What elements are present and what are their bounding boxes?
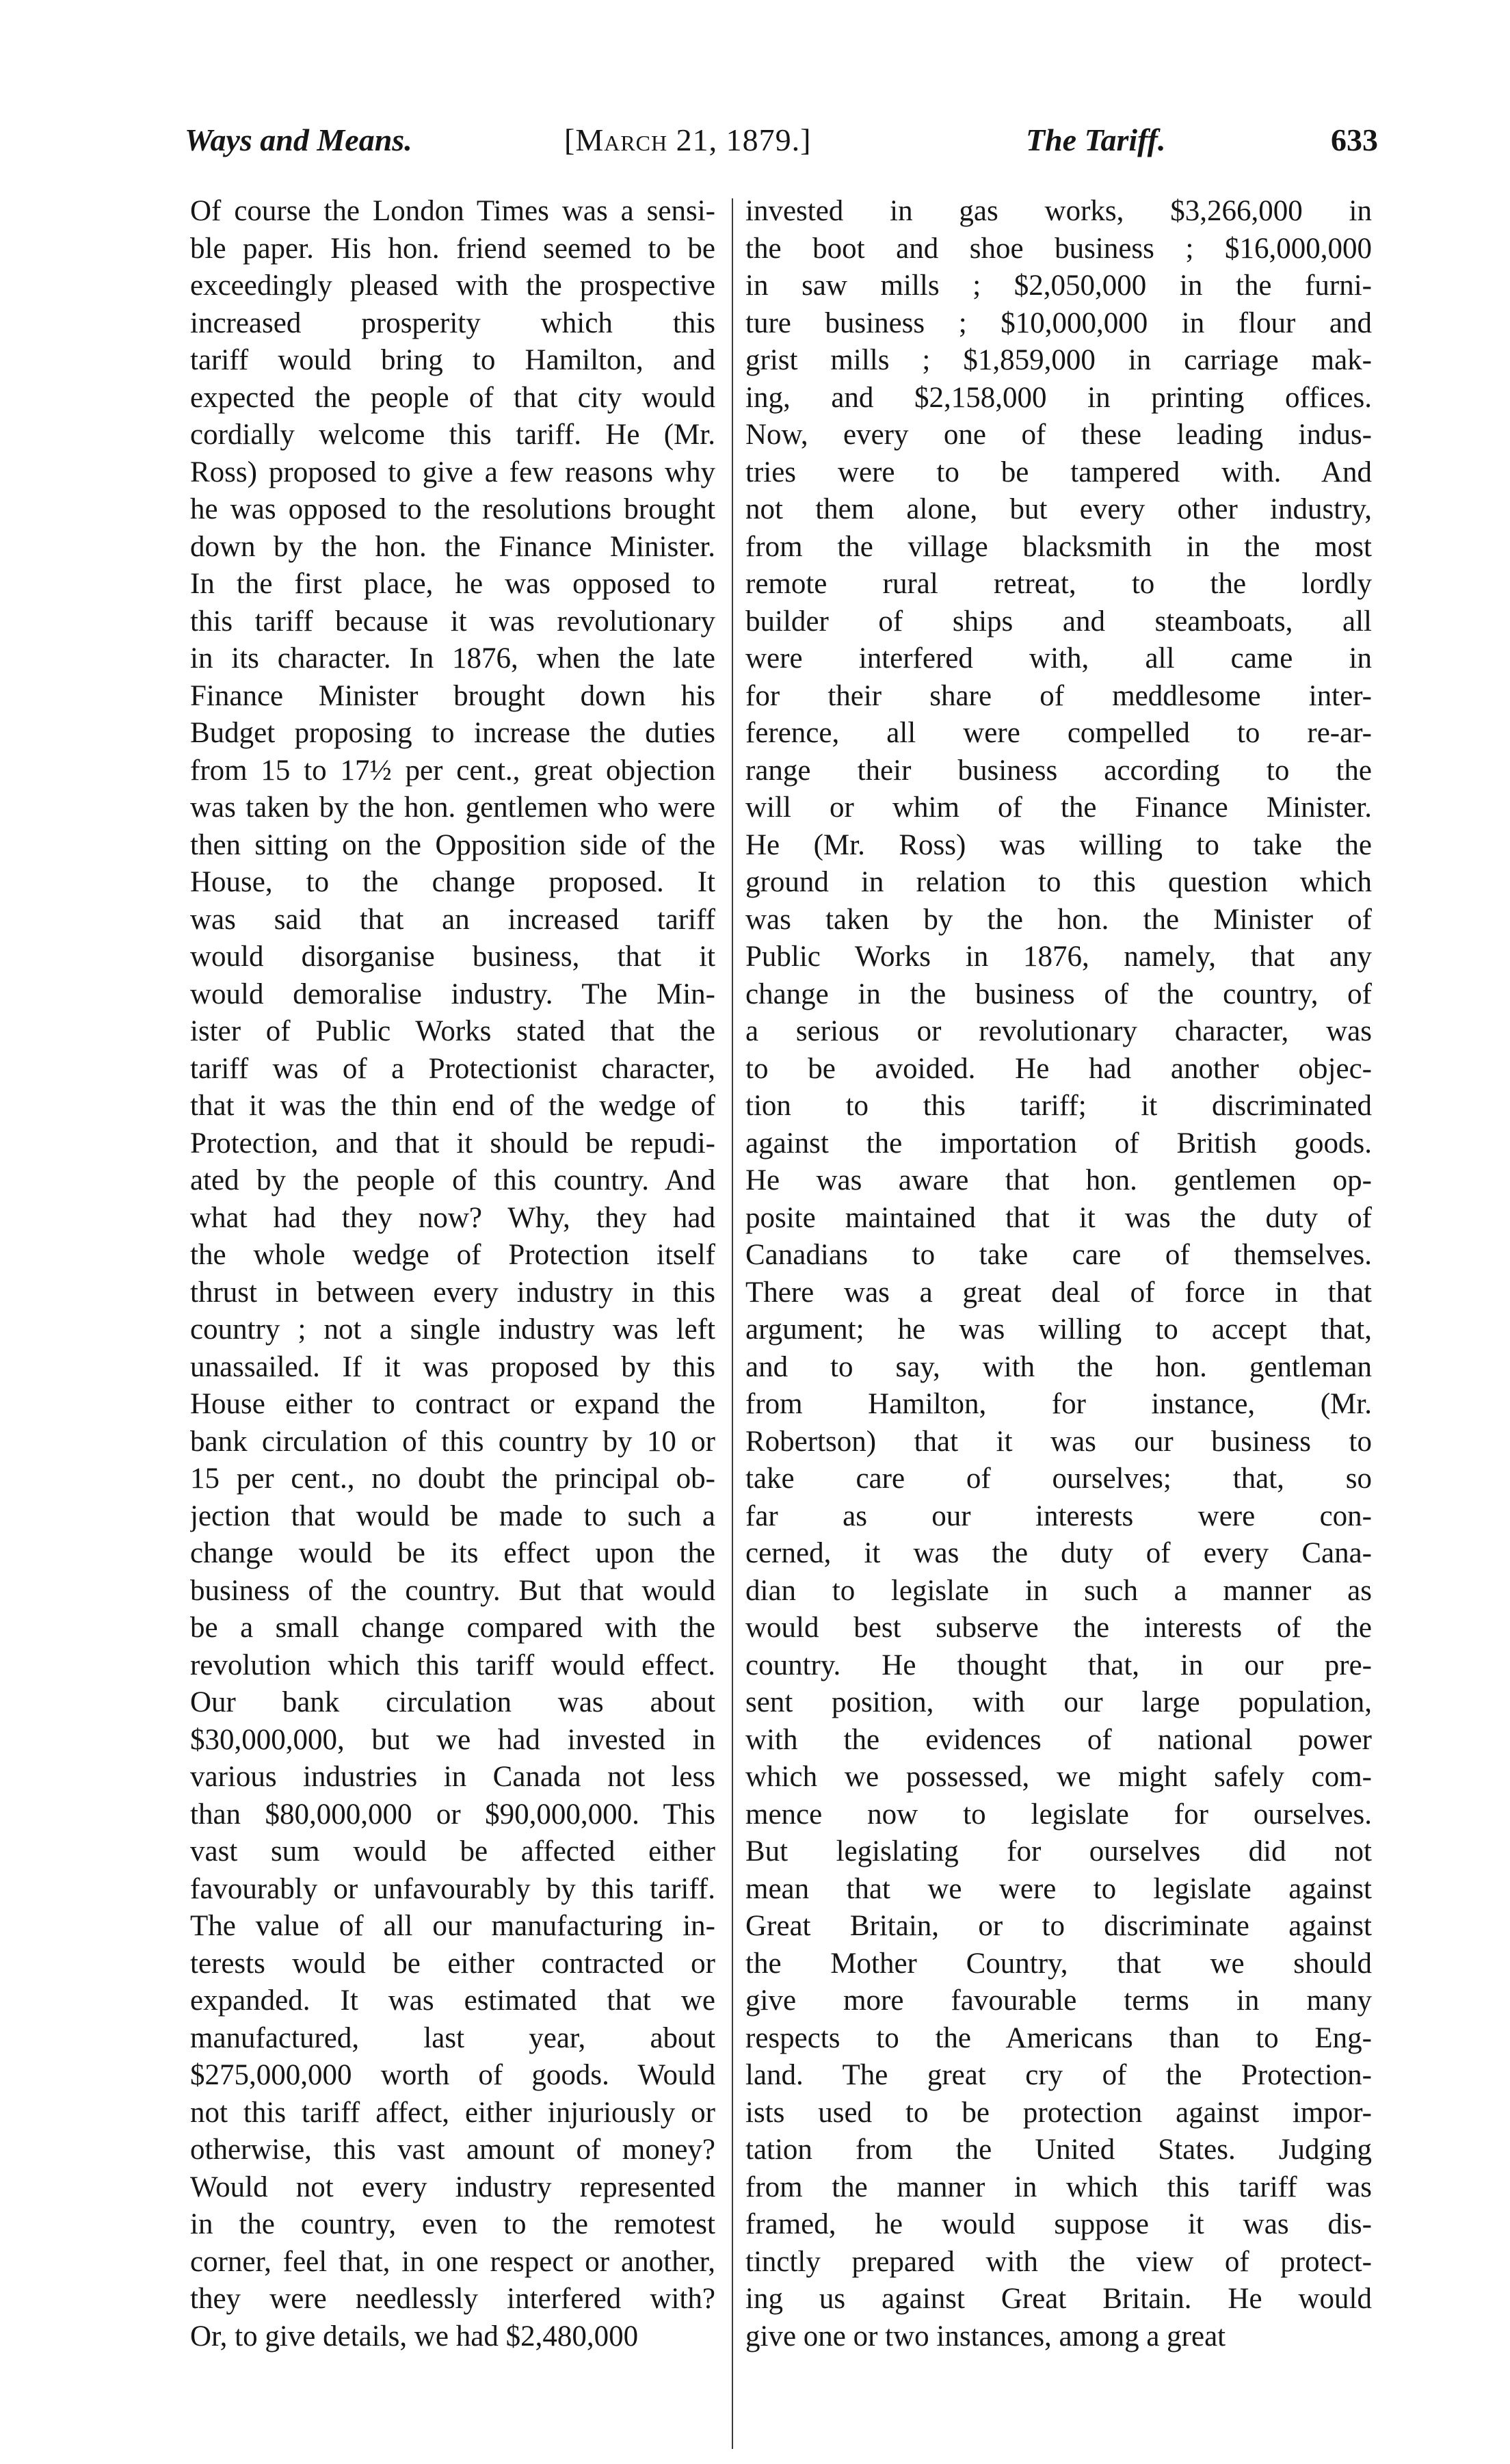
text-line: terests would be either contracted or xyxy=(190,1947,715,1980)
text-line: what had they now? Why, they had xyxy=(190,1201,715,1234)
text-line: Now, every one of these leading indus- xyxy=(745,419,1372,451)
text-line: Protection, and that it should be repudi- xyxy=(190,1127,715,1159)
text-line: ated by the people of this country. And xyxy=(190,1164,715,1196)
text-line: the boot and shoe business ; $16,000,000 xyxy=(745,232,1372,265)
text-line: in saw mills ; $2,050,000 in the furni- xyxy=(745,270,1372,302)
text-line: this tariff because it was revolutionary xyxy=(190,605,715,638)
text-line: was taken by the hon. the Minister of xyxy=(745,903,1372,936)
text-line: range their business according to the xyxy=(745,754,1372,787)
text-line: Canadians to take care of themselves. xyxy=(745,1239,1372,1271)
text-line: Would not every industry represented xyxy=(190,2171,715,2203)
text-line: the Mother Country, that we should xyxy=(745,1947,1372,1980)
text-line: Or, to give details, we had $2,480,000 xyxy=(190,2320,639,2352)
section-title: Ways and Means. xyxy=(185,122,412,157)
text-line: expanded. It was estimated that we xyxy=(190,1984,715,2017)
text-line: then sitting on the Opposition side of the xyxy=(190,828,715,861)
text-line: from Hamilton, for instance, (Mr. xyxy=(745,1388,1372,1420)
text-line: far as our interests were con- xyxy=(745,1499,1372,1532)
text-line: jection that would be made to such a xyxy=(190,1499,715,1532)
text-line: against the importation of British goods. xyxy=(745,1127,1372,1159)
text-line: ists used to be protection against impor- xyxy=(745,2096,1372,2129)
text-line: tariff was of a Protectionist character, xyxy=(190,1052,715,1085)
text-line: vast sum would be affected either xyxy=(190,1835,715,1867)
text-line: respects to the Americans than to Eng- xyxy=(745,2021,1372,2054)
text-line: give more favourable terms in many xyxy=(745,1984,1372,2017)
text-line: various industries in Canada not less xyxy=(190,1761,715,1793)
text-line: $275,000,000 worth of goods. Would xyxy=(190,2059,715,2091)
text-line: would best subserve the interests of the xyxy=(745,1612,1372,1644)
text-line: tion to this tariff; it discriminated xyxy=(745,1090,1372,1122)
text-line: Great Britain, or to discriminate against xyxy=(745,1910,1372,1942)
text-line: ference, all were compelled to re-ar- xyxy=(745,717,1372,749)
text-line: change would be its effect upon the xyxy=(190,1537,715,1569)
text-line: the whole wedge of Protection itself xyxy=(190,1239,715,1271)
text-line: ground in relation to this question which xyxy=(745,866,1372,898)
right-column xyxy=(745,193,1375,2355)
text-line: mence now to legislate for ourselves. xyxy=(745,1798,1372,1831)
text-line: ble paper. His hon. friend seemed to be xyxy=(190,232,715,265)
text-line: dian to legislate in such a manner as xyxy=(745,1574,1372,1607)
text-line: from the village blacksmith in the most xyxy=(745,530,1372,563)
text-line: Finance Minister brought down his xyxy=(190,679,715,712)
text-line: corner, feel that, in one respect or another, xyxy=(190,2245,715,2278)
text-line: bank circulation of this country by 10 or xyxy=(190,1425,715,1458)
text-line: land. The great cry of the Protection- xyxy=(745,2059,1372,2091)
text-line: business of the country. But that would xyxy=(190,1574,715,1607)
text-line: with the evidences of national power xyxy=(745,1723,1372,1756)
text-line: country. He thought that, in our pre- xyxy=(745,1649,1372,1681)
text-line: tariff would bring to Hamilton, and xyxy=(190,344,715,376)
text-line: tinctly prepared with the view of protect- xyxy=(745,2245,1372,2278)
text-line: mean that we were to legislate against xyxy=(745,1872,1372,1905)
text-line: and to say, with the hon. gentleman xyxy=(745,1350,1372,1383)
running-head xyxy=(185,122,1378,170)
text-line: $30,000,000, but we had invested in xyxy=(190,1723,715,1756)
text-line: in the country, even to the remotest xyxy=(190,2208,715,2240)
text-line: But legislating for ourselves did not xyxy=(745,1835,1372,1867)
text-line: Of course the London Times was a sensi- xyxy=(190,195,715,227)
text-line: posite maintained that it was the duty of xyxy=(745,1201,1372,1234)
text-line: was taken by the hon. gentlemen who were xyxy=(190,791,715,824)
text-line: ing, and $2,158,000 in printing offices. xyxy=(745,381,1372,414)
text-line: builder of ships and steamboats, all xyxy=(745,605,1372,638)
text-line: give one or two instances, among a great xyxy=(745,2320,1226,2352)
text-line: House either to contract or expand the xyxy=(190,1388,715,1420)
text-line: a serious or revolutionary character, was xyxy=(745,1015,1372,1047)
date-line xyxy=(564,122,811,158)
text-line: ing us against Great Britain. He would xyxy=(745,2283,1372,2315)
text-line: will or whim of the Finance Minister. xyxy=(745,791,1372,824)
date-month: March xyxy=(575,122,668,157)
text-line: he was opposed to the resolutions brought xyxy=(190,493,715,525)
text-line: thrust in between every industry in this xyxy=(190,1276,715,1309)
left-column xyxy=(190,193,718,2355)
text-line: The value of all our manufacturing in- xyxy=(190,1910,715,1942)
text-line: was said that an increased tariff xyxy=(190,903,715,936)
text-line: which we possessed, we might safely com- xyxy=(745,1761,1372,1793)
text-line: would demoralise industry. The Min- xyxy=(190,978,715,1010)
text-line: manufactured, last year, about xyxy=(190,2021,715,2054)
text-line: were interfered with, all came in xyxy=(745,642,1372,674)
text-line: House, to the change proposed. It xyxy=(190,866,715,898)
date-rest: 21, 1879.] xyxy=(676,122,812,157)
text-line: He was aware that hon. gentlemen op- xyxy=(745,1164,1372,1196)
text-line: from 15 to 17½ per cent., great objection xyxy=(190,754,715,787)
text-line: Ross) proposed to give a few reasons why xyxy=(190,456,715,488)
text-line: they were needlessly interfered with? xyxy=(190,2283,715,2315)
text-line: In the first place, he was opposed to xyxy=(190,568,715,600)
text-line: framed, he would suppose it was dis- xyxy=(745,2208,1372,2240)
text-line: than $80,000,000 or $90,000,000. This xyxy=(190,1798,715,1831)
topic-title: The Tariff. xyxy=(1026,122,1166,157)
text-line: not them alone, but every other industry, xyxy=(745,493,1372,525)
text-line: in its character. In 1876, when the late xyxy=(190,642,715,674)
text-line: unassailed. If it was proposed by this xyxy=(190,1350,715,1383)
text-line: for their share of meddlesome inter- xyxy=(745,679,1372,712)
text-line: Robertson) that it was our business to xyxy=(745,1425,1372,1458)
text-line: not this tariff affect, either injuriously or xyxy=(190,2096,715,2129)
text-line: Budget proposing to increase the duties xyxy=(190,717,715,749)
text-line: otherwise, this vast amount of money? xyxy=(190,2134,715,2166)
text-line: grist mills ; $1,859,000 in carriage mak- xyxy=(745,344,1372,376)
text-line: Public Works in 1876, namely, that any xyxy=(745,941,1372,973)
text-line: There was a great deal of force in that xyxy=(745,1276,1372,1309)
text-line: tation from the United States. Judging xyxy=(745,2134,1372,2166)
text-line: ture business ; $10,000,000 in flour and xyxy=(745,306,1372,339)
date-bracket: [ xyxy=(564,122,576,157)
text-line: favourably or unfavourably by this tariff. xyxy=(190,1872,715,1905)
text-line: invested in gas works, $3,266,000 in xyxy=(745,195,1372,227)
text-line: that it was the thin end of the wedge of xyxy=(190,1090,715,1122)
text-line: cerned, it was the duty of every Cana- xyxy=(745,1537,1372,1569)
text-line: ister of Public Works stated that the xyxy=(190,1015,715,1047)
text-line: increased prosperity which this xyxy=(190,306,715,339)
text-line: Our bank circulation was about xyxy=(190,1686,715,1718)
text-line: tries were to be tampered with. And xyxy=(745,456,1372,488)
text-line: take care of ourselves; that, so xyxy=(745,1463,1372,1495)
text-line: change in the business of the country, of xyxy=(745,978,1372,1010)
text-line: He (Mr. Ross) was willing to take the xyxy=(745,828,1372,861)
text-line: sent position, with our large population, xyxy=(745,1686,1372,1718)
text-line: down by the hon. the Finance Minister. xyxy=(190,530,715,563)
text-line: revolution which this tariff would effect. xyxy=(190,1649,715,1681)
text-line: exceedingly pleased with the prospective xyxy=(190,270,715,302)
text-line: country ; not a single industry was left xyxy=(190,1313,715,1346)
text-line: would disorganise business, that it xyxy=(190,941,715,973)
text-line: from the manner in which this tariff was xyxy=(745,2171,1372,2203)
text-line: 15 per cent., no doubt the principal ob- xyxy=(190,1463,715,1495)
text-line: expected the people of that city would xyxy=(190,381,715,414)
text-line: cordially welcome this tariff. He (Mr. xyxy=(190,419,715,451)
column-divider xyxy=(732,198,733,2449)
text-line: argument; he was willing to accept that, xyxy=(745,1313,1372,1346)
page-number: 633 xyxy=(1331,122,1378,157)
text-line: be a small change compared with the xyxy=(190,1612,715,1644)
text-line: remote rural retreat, to the lordly xyxy=(745,568,1372,600)
text-line: to be avoided. He had another objec- xyxy=(745,1052,1372,1085)
